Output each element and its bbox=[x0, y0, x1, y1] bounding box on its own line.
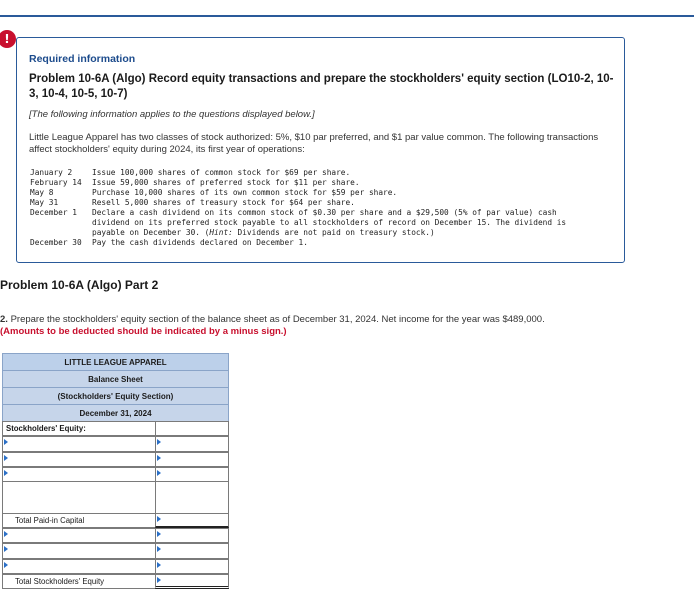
entry-row bbox=[2, 436, 229, 451]
total-paid-in-row bbox=[2, 513, 229, 528]
transaction-date: January 2 bbox=[30, 168, 73, 177]
transaction-row bbox=[30, 198, 592, 208]
transaction-row bbox=[30, 188, 592, 198]
question-body: Prepare the stockholders' equity section of the balance sheet as of December 31, 2024. Net income for the year was $489,000. bbox=[10, 314, 545, 325]
required-info-heading: Required information bbox=[29, 53, 136, 65]
transaction-date: December 30 bbox=[30, 238, 82, 247]
transaction-desc: Purchase 10,000 shares of its own common stock for $59 per share. bbox=[92, 188, 398, 197]
hint-label: Hint: bbox=[209, 228, 233, 237]
transaction-date: May 31 bbox=[30, 198, 59, 207]
empty-amount bbox=[155, 482, 229, 497]
transaction-row bbox=[30, 208, 592, 238]
amount-input[interactable] bbox=[155, 436, 229, 451]
section-label: Stockholders' Equity: bbox=[2, 421, 155, 436]
transaction-row bbox=[30, 178, 592, 188]
entry-row bbox=[2, 543, 229, 558]
statement-date: December 31, 2024 bbox=[2, 404, 229, 421]
transaction-desc: Pay the cash dividends declared on December 1. bbox=[92, 238, 308, 247]
company-name: LITTLE LEAGUE APPAREL bbox=[2, 353, 229, 370]
transaction-row bbox=[30, 238, 592, 248]
transaction-desc: Resell 5,000 shares of treasury stock for $64 per share. bbox=[92, 198, 355, 207]
balance-sheet-worksheet bbox=[2, 353, 229, 589]
entry-row bbox=[2, 452, 229, 467]
amount-input[interactable] bbox=[155, 467, 229, 482]
entry-row bbox=[2, 528, 229, 543]
part-title: Problem 10-6A (Algo) Part 2 bbox=[0, 278, 159, 292]
amount-input[interactable] bbox=[155, 452, 229, 467]
hint-text: Dividends are not paid on treasury stock. bbox=[237, 228, 431, 237]
spacer-row bbox=[2, 497, 229, 512]
question-text bbox=[0, 314, 690, 325]
statement-title: Balance Sheet bbox=[2, 370, 229, 387]
total-equity-row bbox=[2, 574, 229, 589]
question-number: 2. bbox=[0, 314, 8, 325]
total-paid-in-label: Total Paid-in Capital bbox=[2, 513, 155, 528]
transaction-row bbox=[30, 168, 592, 178]
amount-cell bbox=[155, 421, 229, 436]
transactions-table bbox=[30, 168, 592, 248]
statement-subtitle: (Stockholders' Equity Section) bbox=[2, 387, 229, 404]
empty-amount bbox=[155, 497, 229, 512]
question-note: (Amounts to be deducted should be indicated by a minus sign.) bbox=[0, 326, 287, 337]
alert-icon: ! bbox=[0, 30, 16, 48]
account-dropdown[interactable] bbox=[2, 436, 155, 451]
account-dropdown[interactable] bbox=[2, 559, 155, 574]
required-information-box bbox=[16, 37, 625, 263]
transaction-desc: Issue 100,000 shares of common stock for $69 per share. bbox=[92, 168, 351, 177]
empty-label bbox=[2, 497, 155, 512]
amount-input[interactable] bbox=[155, 528, 229, 543]
spacer-row bbox=[2, 482, 229, 497]
transaction-date: May 8 bbox=[30, 188, 54, 197]
account-dropdown[interactable] bbox=[2, 467, 155, 482]
account-dropdown[interactable] bbox=[2, 452, 155, 467]
entry-row bbox=[2, 467, 229, 482]
transaction-desc: Declare a cash dividend on its common stock of $0.30 per share and a $29,500 (5% of par value) cash dividend on its preferred stock payable to all stockholders of record on December 15. The dividend is payable on December 30. (Hint: Dividends are not paid on treasury stock.) bbox=[92, 208, 567, 237]
transaction-desc-text: Declare a cash dividend on its common stock of $0.30 per share and a $29,500 (5% of par value) cash dividend on its preferred stock payable to all stockholders of record on December 15. The dividend is payable on December 30. bbox=[92, 208, 567, 237]
transaction-desc: Issue 59,000 shares of preferred stock for $11 per share. bbox=[92, 178, 360, 187]
applies-note: [The following information applies to the questions displayed below.] bbox=[29, 109, 315, 120]
amount-input[interactable] bbox=[155, 559, 229, 574]
section-header-row bbox=[2, 421, 229, 436]
entry-row bbox=[2, 559, 229, 574]
transaction-date: February 14 bbox=[30, 178, 82, 187]
amount-input[interactable] bbox=[155, 543, 229, 558]
transaction-date: December 1 bbox=[30, 208, 77, 217]
total-paid-in-input[interactable] bbox=[155, 513, 229, 528]
total-equity-label: Total Stockholders' Equity bbox=[2, 574, 155, 589]
top-divider bbox=[0, 15, 694, 17]
account-dropdown[interactable] bbox=[2, 543, 155, 558]
total-equity-input[interactable] bbox=[155, 574, 229, 589]
intro-text: Little League Apparel has two classes of stock authorized: 5%, $10 par preferred, and $1 par value common. The following transactions affect stockholders' equity during 2024, its first year of operations: bbox=[29, 132, 599, 155]
problem-title: Problem 10-6A (Algo) Record equity transactions and prepare the stockholders' equity section (LO10-2, 10-3, 10-4, 10-5, 10-7) bbox=[29, 73, 614, 100]
empty-label bbox=[2, 482, 155, 497]
account-dropdown[interactable] bbox=[2, 528, 155, 543]
